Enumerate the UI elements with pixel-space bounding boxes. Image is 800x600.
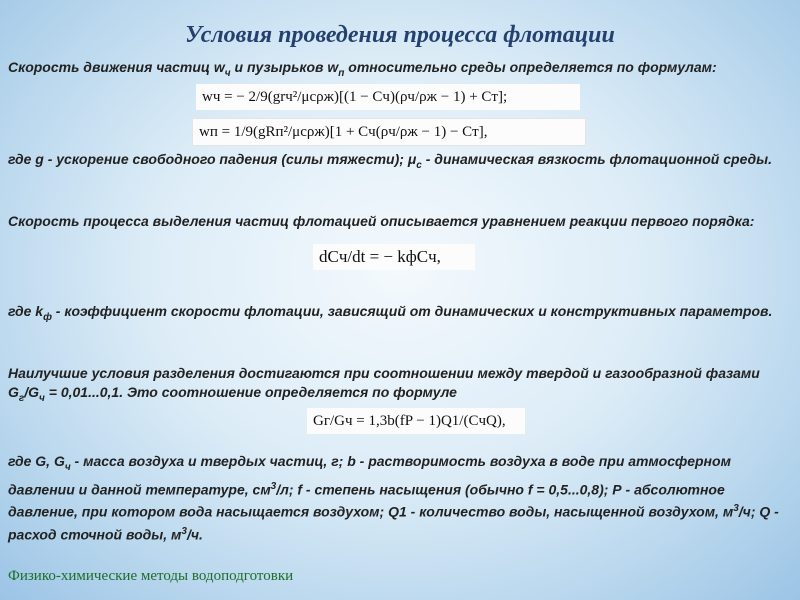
paragraph-variables: где G, $G_ч$ - масса воздуха и твердых частиц, г; b - растворимость воздуха в воде при атмосферном давлении и данной температуре, $см^3/л$; f - степень насыщения (обычно f = 0,5...0,8); Р - абсолютное давление, при котором вода насыщается воздухом; Q1 - количество воды, насыщенной воздухом, $м^3/ч$; Q - расход сточной воды, $м^3/ч$. [8, 453, 779, 543]
slide-title: Условия проведения процесса флотации [185, 22, 615, 48]
paragraph-separation-conditions: Наилучшие условия разделения достигаются при соотношении между твердой и газообразной фазами $G_г/G_ч = 0,01...0,1$. Это соотношение определяется по формуле [8, 365, 760, 404]
paragraph-gravity-viscosity: где g - ускорение свободного падения (силы тяжести); $\mu_с$ - динамическая вязкость флотационной среды. [8, 151, 773, 171]
paragraph-process-rate: Скорость процесса выделения частиц флотацией описывается уравнением реакции первого порядка: [8, 213, 755, 229]
paragraph-rate-coefficient: где $k_ф$ - коэффициент скорости флотации, зависящий от динамических и конструктивных параметров. [8, 303, 773, 323]
formula-first-order: dCч/dt = − kфCч, [313, 244, 475, 270]
formula-bubble-velocity: wп = 1/9(gRп²/μсρж)[1 + Cч(ρч/ρж − 1) − Cт], [192, 118, 586, 146]
paragraph-velocity: Скорость движения частиц $w_ч$ и пузырьков $w_п$ относительно среды определяется по формулам: [8, 59, 717, 79]
formula-particle-velocity: wч = − 2/9(grч²/μсρж)[(1 − Cч)(ρч/ρж − 1) + Cт]; [196, 84, 580, 110]
formula-gas-solid-ratio: Gг/Gч = 1,3b(fP − 1)Q1/(CчQ), [307, 408, 525, 434]
footer-caption: Физико-химические методы водоподготовки [8, 568, 294, 584]
